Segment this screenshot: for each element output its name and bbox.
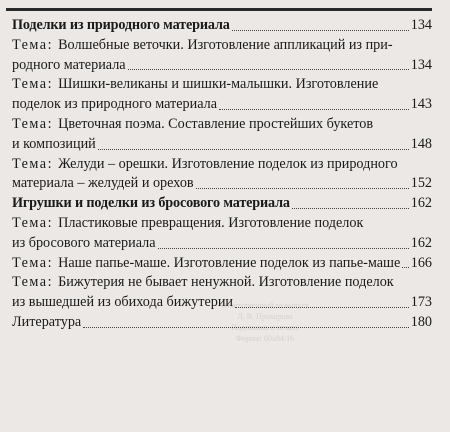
toc-entry	[12, 273, 432, 313]
tema-label: Тема:	[12, 274, 59, 291]
table-of-contents	[12, 10, 432, 333]
entry-text: из вышедшей из обихода бижутерии	[12, 294, 234, 311]
page-number: 162	[410, 195, 432, 212]
page-number: 143	[410, 96, 432, 113]
leader-dots	[232, 30, 409, 31]
toc-entry	[12, 254, 432, 274]
toc-entry	[12, 115, 432, 155]
tema-label: Тема:	[12, 214, 59, 231]
entry-text: Волшебные веточки. Изготовление аппликаций из при-	[58, 36, 393, 53]
entry-text: материала – желудей и орехов	[12, 175, 194, 192]
toc-entry	[12, 214, 432, 254]
page-number: 148	[410, 135, 432, 152]
toc-entry	[12, 155, 432, 195]
leader-dots	[128, 69, 409, 70]
leader-dots	[235, 307, 409, 308]
entry-text: Желуди – орешки. Изготовление поделок из природного	[58, 155, 398, 172]
entry-text: Шишки-великаны и шишки-малышки. Изготовление	[58, 76, 379, 93]
page-number: 152	[410, 175, 432, 192]
page-number: 180	[410, 313, 432, 330]
entry-text: Литература	[12, 313, 82, 330]
leader-dots	[158, 248, 409, 249]
page-number: 166	[410, 254, 432, 271]
tema-label: Тема:	[12, 115, 59, 132]
tema-label: Тема:	[12, 254, 59, 271]
leader-dots	[196, 188, 409, 189]
section-title: Поделки из природного материала	[12, 17, 230, 33]
toc-entry	[12, 313, 432, 333]
entry-text: и композиций	[12, 135, 96, 152]
entry-text: из бросового материала	[12, 234, 156, 251]
bleed-through-text: Ответственный за выпуск Л. В. Прохорова Подписано в печать Формат 60х84/16	[220, 301, 310, 343]
entry-text: Цветочная поэма. Составление простейших букетов	[58, 115, 374, 132]
leader-dots	[402, 267, 408, 268]
page-number: 173	[410, 294, 432, 311]
toc-section-2	[12, 194, 432, 214]
page-number: 134	[410, 17, 432, 33]
leader-dots	[98, 149, 409, 150]
section-title: Игрушки и поделки из бросового материала	[12, 195, 290, 212]
leader-dots	[83, 327, 408, 328]
toc-entry	[12, 36, 432, 76]
tema-label: Тема:	[12, 155, 59, 172]
tema-label: Тема:	[12, 36, 59, 53]
entry-text: Наше папье-маше. Изготовление поделок из папье-маше	[58, 254, 401, 271]
toc-section-1	[12, 16, 432, 36]
page-number: 134	[410, 56, 432, 73]
entry-text: Пластиковые превращения. Изготовление поделок	[58, 214, 364, 231]
entry-text: Бижутерия не бывает ненужной. Изготовление поделок	[58, 274, 394, 291]
leader-dots	[219, 109, 409, 110]
page-number: 162	[410, 234, 432, 251]
entry-text: родного материала	[12, 56, 126, 73]
entry-text: поделок из природного материала	[12, 96, 218, 113]
leader-dots	[292, 208, 409, 209]
toc-entry	[12, 75, 432, 115]
tema-label: Тема:	[12, 76, 59, 93]
